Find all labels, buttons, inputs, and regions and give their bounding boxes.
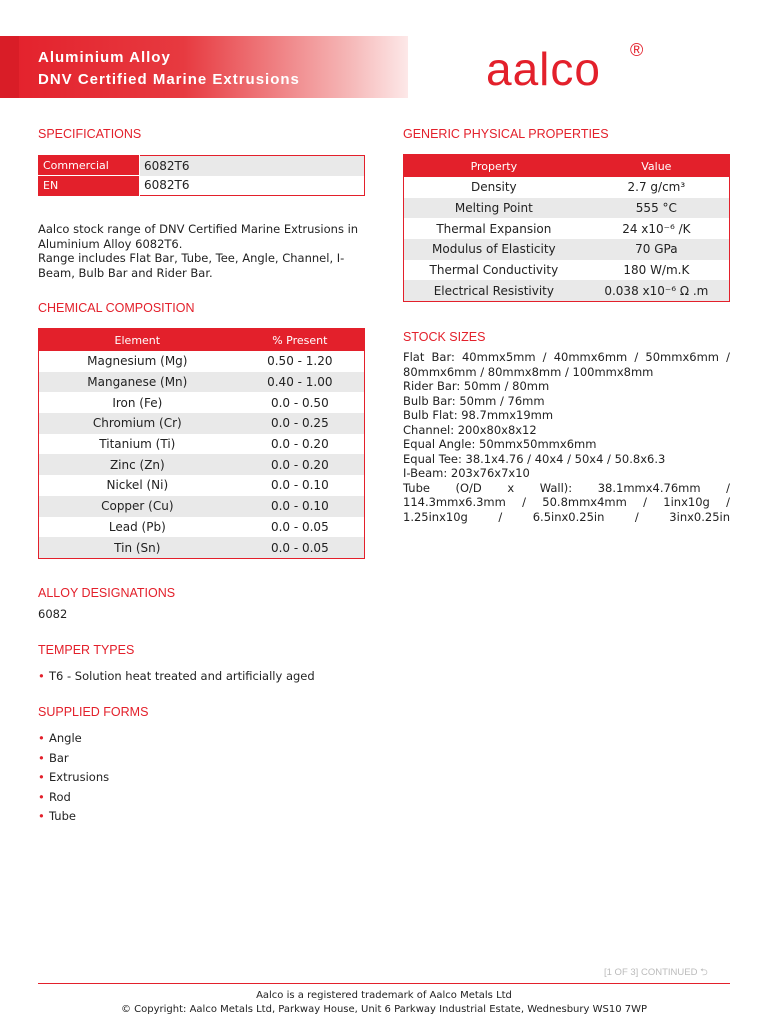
value-cell: 70 GPa [584, 239, 730, 260]
registered-mark: ® [630, 40, 644, 60]
value-cell: 555 °C [584, 198, 730, 219]
table-row [39, 454, 365, 475]
table-row [404, 280, 730, 301]
property-cell: Melting Point [404, 198, 584, 219]
element-cell: Tin (Sn) [39, 537, 236, 558]
stock-line: Channel: 200x80x8x12 [403, 422, 537, 437]
specifications-table [38, 155, 365, 196]
spec-label: EN [39, 176, 140, 196]
description-line: Range includes Flat Bar, Tube, Tee, Angle, Channel, I- [38, 251, 345, 265]
table-row [39, 392, 365, 413]
table-row [404, 239, 730, 260]
column-header: % Present [236, 329, 365, 352]
column-header: Element [39, 329, 236, 352]
table-row [39, 537, 365, 558]
percent-cell: 0.0 - 0.25 [236, 413, 365, 434]
table-row [39, 156, 365, 176]
physical-properties-table [403, 154, 730, 302]
specifications-heading: SPECIFICATIONS [38, 127, 142, 141]
table-row [404, 177, 730, 198]
percent-cell: 0.0 - 0.20 [236, 434, 365, 455]
spec-label: Commercial [39, 156, 140, 176]
property-cell: Thermal Expansion [404, 218, 584, 239]
value-cell: 2.7 g/cm³ [584, 177, 730, 198]
column-header: Value [584, 155, 730, 178]
list-item: • Bar [38, 751, 365, 771]
stock-line: Bulb Bar: 50mm / 76mm [403, 393, 545, 408]
property-cell: Electrical Resistivity [404, 280, 584, 301]
stock-line: 80mmx6mm / 80mmx8mm / 100mmx8mm [403, 364, 654, 379]
copyright-notice: © Copyright: Aalco Metals Ltd, Parkway House, Unit 6 Parkway Industrial Estate, Wednesbury WS10 7WP [120, 1004, 648, 1015]
table-row [39, 475, 365, 496]
stock-sizes-heading: STOCK SIZES [403, 330, 486, 344]
stock-line: 114.3mmx6.3mm / 50.8mmx4mm / 1inx10g / [403, 495, 730, 509]
property-cell: Thermal Conductivity [404, 260, 584, 281]
list-item: • Rod [38, 790, 365, 810]
description-paragraph [38, 222, 365, 280]
property-cell: Density [404, 177, 584, 198]
table-row [39, 372, 365, 393]
physical-properties-heading: GENERIC PHYSICAL PROPERTIES [403, 127, 609, 141]
table-row [404, 218, 730, 239]
spec-value: 6082T6 [144, 178, 190, 193]
stock-line: Bulb Flat: 98.7mmx19mm [403, 408, 554, 422]
table-row [39, 517, 365, 538]
stock-line: 1.25inx10g / 6.5inx0.25in / 3inx0.25in [403, 509, 730, 524]
column-header: Property [404, 155, 584, 178]
element-cell: Iron (Fe) [39, 392, 236, 413]
percent-cell: 0.40 - 1.00 [236, 372, 365, 393]
stock-line: Rider Bar: 50mm / 80mm [403, 379, 550, 393]
list-item: • Tube [38, 809, 365, 829]
list-item: • Extrusions [38, 770, 365, 790]
table-row [404, 260, 730, 281]
table-row [39, 351, 365, 372]
element-cell: Copper (Cu) [39, 496, 236, 517]
value-cell: 180 W/m.K [584, 260, 730, 281]
percent-cell: 0.0 - 0.10 [236, 496, 365, 517]
element-cell: Zinc (Zn) [39, 454, 236, 475]
table-header-row [39, 329, 365, 352]
header-accent-bar [0, 36, 19, 98]
element-cell: Magnesium (Mg) [39, 351, 236, 372]
table-header-row [404, 155, 730, 178]
value-cell: 24 x10⁻⁶ /K [584, 218, 730, 239]
supplied-forms-list [38, 731, 365, 829]
temper-types-heading: TEMPER TYPES [38, 643, 135, 657]
stock-line: Tube (O/D x Wall): 38.1mmx4.76mm / [403, 480, 730, 495]
temper-types-list [38, 669, 365, 689]
stock-line: I-Beam: 203x76x7x10 [403, 466, 530, 480]
percent-cell: 0.0 - 0.05 [236, 517, 365, 538]
property-cell: Modulus of Elasticity [404, 239, 584, 260]
element-cell: Chromium (Cr) [39, 413, 236, 434]
stock-line: Equal Tee: 38.1x4.76 / 40x4 / 50x4 / 50.8x6.3 [403, 451, 666, 466]
value-cell: 0.038 x10⁻⁶ Ω .m [584, 280, 730, 301]
stock-sizes-list [403, 350, 730, 524]
element-cell: Lead (Pb) [39, 517, 236, 538]
description-line: Aluminium Alloy 6082T6. [38, 236, 183, 251]
document-title: Aluminium Alloy [38, 49, 171, 66]
percent-cell: 0.0 - 0.10 [236, 475, 365, 496]
percent-cell: 0.0 - 0.50 [236, 392, 365, 413]
continued-indicator: [1 OF 3] CONTINUED ⮌ [604, 967, 708, 978]
element-cell: Manganese (Mn) [39, 372, 236, 393]
table-row [39, 434, 365, 455]
supplied-forms-heading: SUPPLIED FORMS [38, 705, 149, 719]
stock-line: Equal Angle: 50mmx50mmx6mm [403, 437, 597, 451]
table-row [39, 176, 365, 196]
chemical-composition-heading: CHEMICAL COMPOSITION [38, 301, 195, 315]
document-subtitle: DNV Certified Marine Extrusions [38, 71, 300, 88]
spec-value: 6082T6 [140, 156, 365, 176]
alloy-designations-heading: ALLOY DESIGNATIONS [38, 586, 176, 600]
table-row [39, 496, 365, 517]
stock-line: Flat Bar: 40mmx5mm / 40mmx6mm / 50mmx6mm / [403, 350, 730, 364]
aalco-logo: aalco [486, 43, 601, 95]
footer-divider [38, 983, 730, 984]
element-cell: Nickel (Ni) [39, 475, 236, 496]
description-line: Aalco stock range of DNV Certified Marine Extrusions in [38, 222, 359, 236]
chemical-composition-table [38, 328, 365, 559]
element-cell: Titanium (Ti) [39, 434, 236, 455]
table-row [404, 198, 730, 219]
percent-cell: 0.0 - 0.20 [236, 454, 365, 475]
header-banner [0, 36, 408, 98]
percent-cell: 0.0 - 0.05 [236, 537, 365, 558]
table-row [39, 413, 365, 434]
trademark-notice: Aalco is a registered trademark of Aalco Metals Ltd [256, 990, 512, 1001]
percent-cell: 0.50 - 1.20 [236, 351, 365, 372]
list-item: • Angle [38, 731, 365, 751]
description-line: Beam, Bulb Bar and Rider Bar. [38, 265, 213, 280]
alloy-designation-value: 6082 [38, 607, 68, 621]
list-item: • T6 - Solution heat treated and artificially aged [38, 669, 365, 689]
